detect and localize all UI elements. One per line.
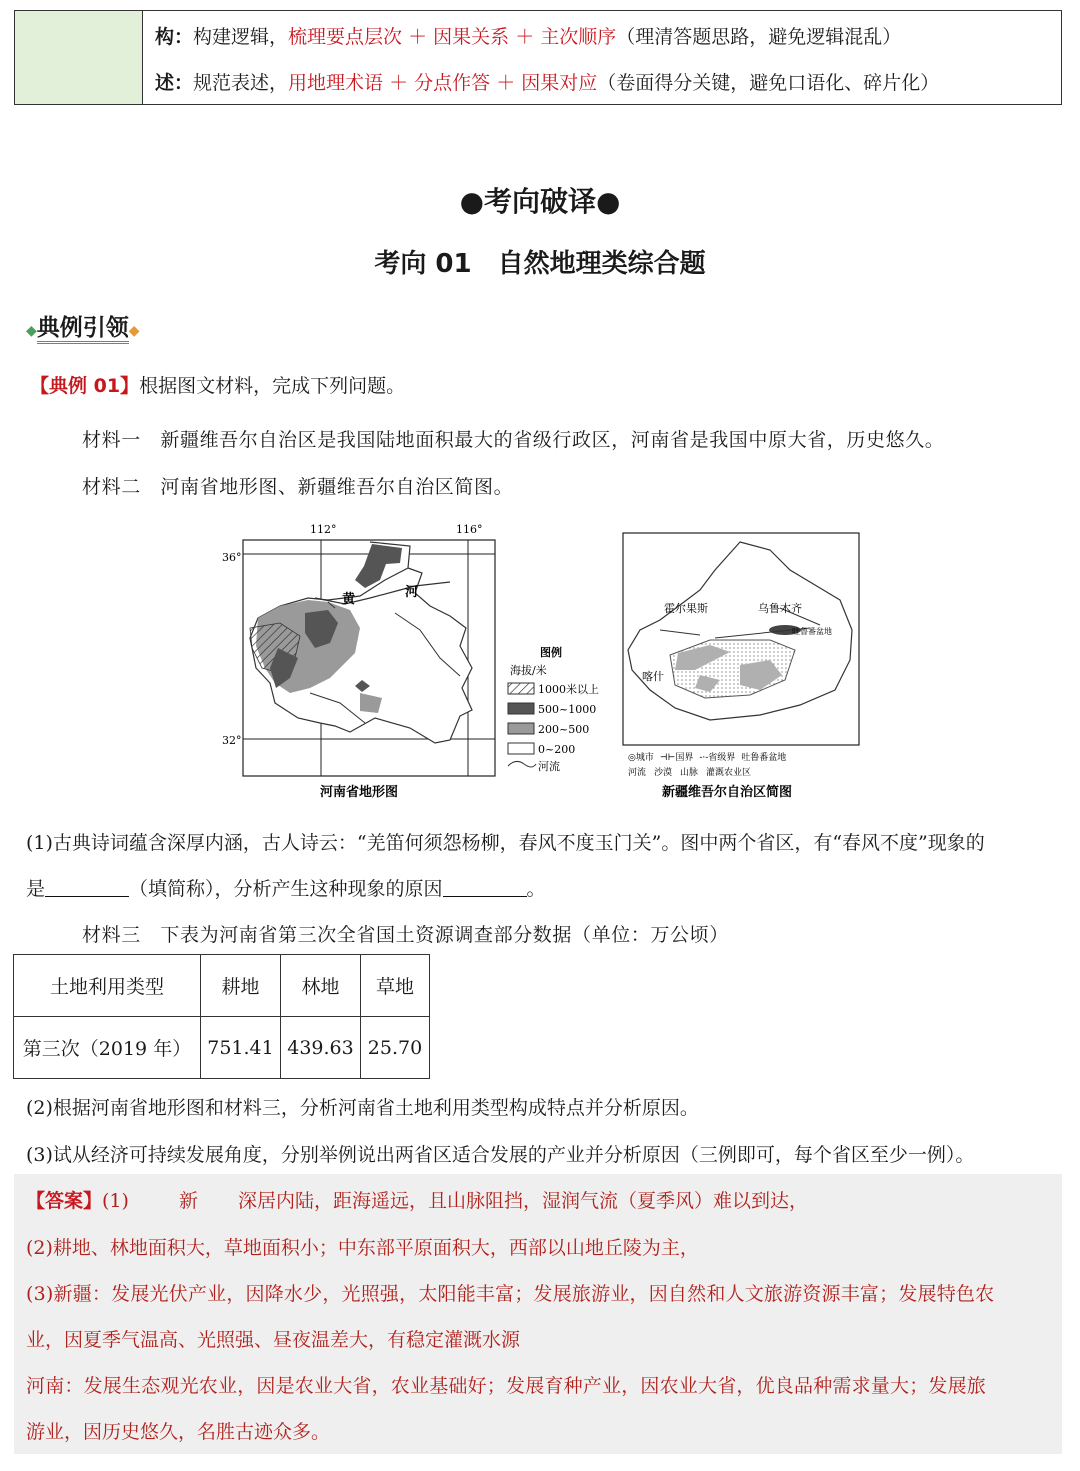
answer-3-line4: 游业，因历史悠久，名胜古迹众多。 bbox=[26, 1421, 331, 1443]
answer-3-line2: 业，因夏季气温高、光照强、昼夜温差大，有稳定灌溉水源 bbox=[26, 1329, 521, 1351]
legend-row: 河流 沙漠 山脉 灌溉农业区 bbox=[628, 768, 752, 778]
table-cell: 439.63 bbox=[281, 1017, 361, 1079]
legend-item: 0~200 bbox=[538, 743, 576, 756]
question-3: (3)试从经济可持续发展角度，分别举例说出两省区适合发展的产业并分析原因（三例即可，每个省区至少一例）。 bbox=[26, 1144, 975, 1166]
answer-box bbox=[14, 1174, 1062, 1454]
answer-2: (2)耕地、林地面积大，草地面积小；中东部平原面积大，西部以山地丘陵为主， bbox=[26, 1237, 699, 1259]
land-use-table bbox=[13, 954, 430, 1079]
table-header: 林地 bbox=[281, 955, 361, 1017]
place-label: 喀什 bbox=[642, 670, 664, 683]
place-label: 乌鲁木齐 bbox=[758, 602, 802, 615]
answer-blank[interactable] bbox=[443, 896, 527, 897]
table-cell: 25.70 bbox=[361, 1017, 430, 1079]
map-caption: 河南省地形图 bbox=[320, 785, 399, 800]
legend-item: 200~500 bbox=[538, 723, 590, 736]
material-three: 材料三 下表为河南省第三次全省国土资源调查部分数据（单位：万公顷） bbox=[82, 924, 729, 946]
river-char: 黄 bbox=[342, 592, 356, 607]
question-1-line1: (1)古典诗词蕴含深厚内涵，古人诗云：“羌笛何须怨杨柳，春风不度玉门关”。图中两个省区，有“春风不度”现象的 bbox=[26, 832, 985, 854]
river-char: 河 bbox=[405, 585, 419, 600]
method-row-construct: 构：构建逻辑，梳理要点层次 ＋ 因果关系 ＋ 主次顺序（理清答题思路，避免逻辑混乱） bbox=[155, 26, 902, 48]
place-label: 霍尔果斯 bbox=[664, 602, 708, 615]
table-header-row bbox=[14, 955, 430, 1017]
place-label: 吐鲁番盆地 bbox=[792, 627, 832, 636]
diamond-icon: ◆ bbox=[26, 323, 37, 339]
legend-row: ◎城市 ⊣⊢国界 -·-省级界 吐鲁番盆地 bbox=[628, 753, 787, 763]
table-header: 草地 bbox=[361, 955, 430, 1017]
henan-terrain-map bbox=[210, 518, 620, 803]
lon-label: 116° bbox=[456, 523, 483, 536]
table-row bbox=[14, 1017, 430, 1079]
table-header: 土地利用类型 bbox=[14, 955, 201, 1017]
map-caption: 新疆维吾尔自治区简图 bbox=[662, 785, 793, 800]
material-two: 材料二 河南省地形图、新疆维吾尔自治区简图。 bbox=[82, 476, 514, 498]
table-cell: 第三次（2019 年） bbox=[14, 1017, 201, 1079]
table-cell: 751.41 bbox=[201, 1017, 281, 1079]
legend-item: 河流 bbox=[538, 760, 560, 773]
diamond-icon: ◆ bbox=[128, 323, 140, 339]
example-intro: 【典例 01】根据图文材料，完成下列问题。 bbox=[30, 375, 406, 397]
legend-item: 500~1000 bbox=[538, 703, 597, 716]
sub-title: 考向 01 自然地理类综合题 bbox=[374, 249, 706, 279]
legend-title: 图例 bbox=[540, 646, 562, 659]
answer-3-line1: (3)新疆：发展光伏产业，因降水少，光照强，太阳能丰富；发展旅游业，因自然和人文旅游资源丰富；发展特色农 bbox=[26, 1283, 995, 1305]
question-2: (2)根据河南省地形图和材料三，分析河南省土地利用类型构成特点并分析原因。 bbox=[26, 1097, 699, 1119]
section-title: ●考向破译● bbox=[459, 185, 621, 218]
material-one: 材料一 新疆维吾尔自治区是我国陆地面积最大的省级行政区，河南省是我国中原大省，历史悠久。 bbox=[82, 429, 945, 451]
table-header: 耕地 bbox=[201, 955, 281, 1017]
example-header: ◆典例引领◆ bbox=[26, 309, 140, 342]
lat-label: 32° bbox=[222, 734, 242, 747]
question-1-line2: 是 （填简称），分析产生这种现象的原因 。 bbox=[26, 878, 546, 900]
lon-label: 112° bbox=[310, 523, 337, 536]
legend-unit: 海拔/米 bbox=[510, 664, 547, 677]
lat-label: 36° bbox=[222, 551, 242, 564]
answer-1: 【答案】(1) 新 深居内陆，距海遥远，且山脉阻挡，湿润气流（夏季风）难以到达， bbox=[26, 1190, 808, 1212]
method-table-shade bbox=[15, 11, 143, 104]
answer-blank[interactable] bbox=[45, 896, 129, 897]
method-table bbox=[14, 10, 1062, 105]
legend-item: 1000米以上 bbox=[538, 683, 599, 696]
answer-3-line3: 河南：发展生态观光农业，因是农业大省，农业基础好；发展育种产业，因农业大省，优良品种需求量大；发展旅 bbox=[26, 1375, 987, 1397]
method-row-express: 述：规范表述，用地理术语 ＋ 分点作答 ＋ 因果对应（卷面得分关键，避免口语化、碎片化） bbox=[155, 72, 940, 94]
xinjiang-map bbox=[620, 530, 865, 805]
